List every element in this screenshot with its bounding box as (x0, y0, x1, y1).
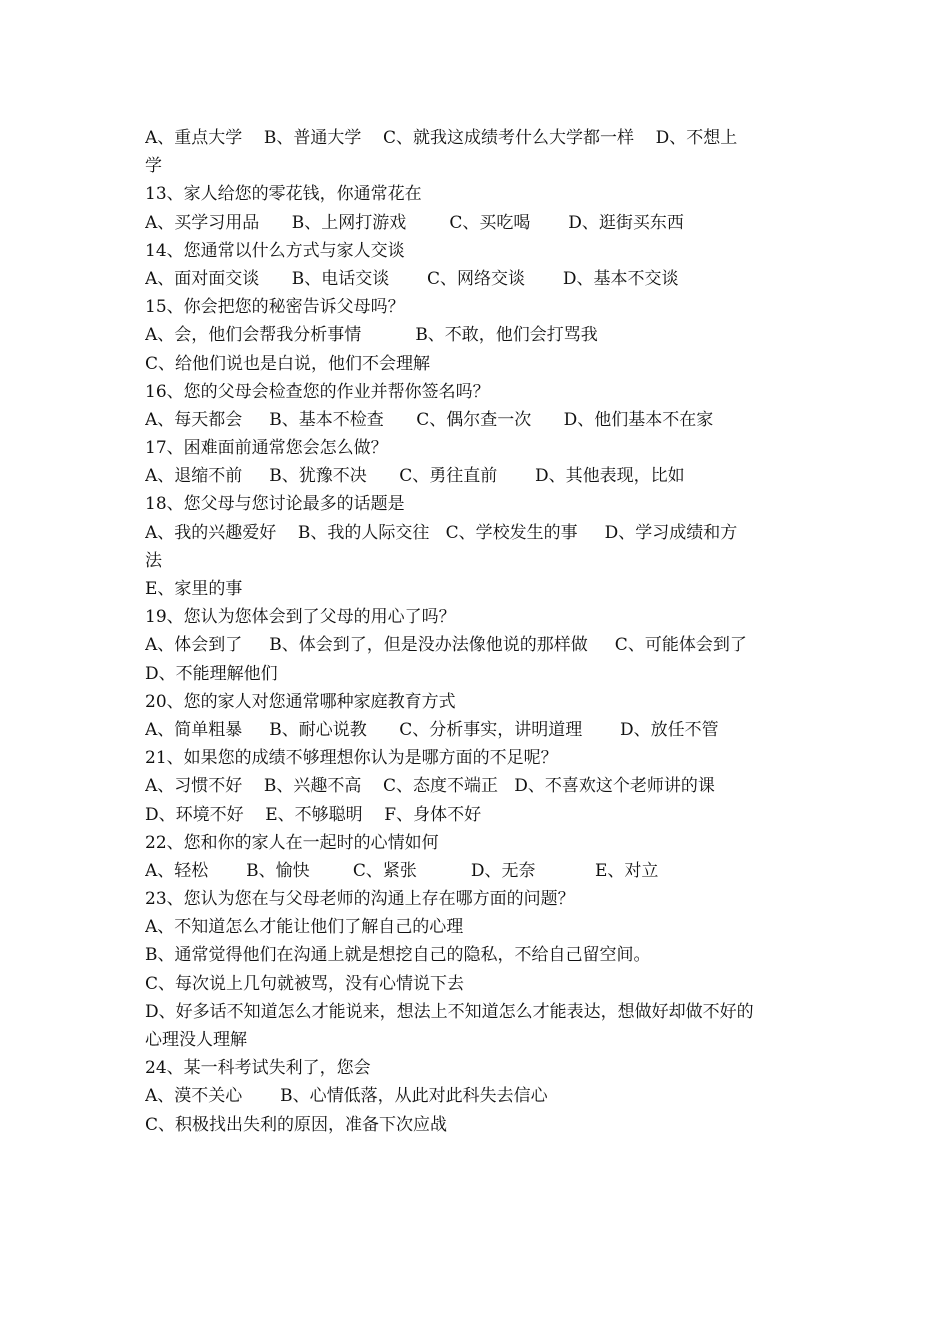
options-23: B、通常觉得他们在沟通上就是想挖自己的隐私，不给自己留空间。 (145, 945, 651, 966)
options-23: D、好多话不知道怎么才能说来，想法上不知道怎么才能表达，想做好却做不好的 (145, 1001, 754, 1022)
options-18: E、家里的事 (145, 579, 243, 599)
question-17: 17、困难面前通常您会怎么做？ (145, 438, 388, 459)
options-23: 心理没人理解 (145, 1030, 247, 1050)
question-22: 22、您和你的家人在一起时的心情如何 (145, 832, 439, 853)
options-21: D、环境不好 E、不够聪明 F、身体不好 (145, 804, 482, 825)
options-17: A、退缩不前 B、犹豫不决 C、勇往直前 D、其他表现，比如 (145, 466, 685, 487)
options-18: A、我的兴趣爱好 B、我的人际交往 C、学校发生的事 D、学习成绩和方 (145, 522, 738, 543)
question-14: 14、您通常以什么方式与家人交谈 (145, 240, 405, 261)
options-21: A、习惯不好 B、兴趣不高 C、态度不端正 D、不喜欢这个老师讲的课 (145, 776, 715, 797)
question-23: 23、您认为您在与父母老师的沟通上存在哪方面的问题？ (145, 889, 575, 910)
options-15: A、会，他们会帮我分析事情 B、不敢，他们会打骂我 (145, 325, 598, 346)
options-20: A、简单粗暴 B、耐心说教 C、分析事实，讲明道理 D、放任不管 (145, 719, 719, 740)
options-13: A、买学习用品 B、上网打游戏 C、买吃喝 D、逛街买东西 (145, 212, 684, 233)
options-15: C、给他们说也是白说，他们不会理解 (145, 353, 431, 374)
text-line: A、重点大学 B、普通大学 C、就我这成绩考什么大学都一样 D、不想上 (145, 128, 738, 148)
question-20: 20、您的家人对您通常哪种家庭教育方式 (145, 691, 456, 712)
question-19: 19、您认为您体会到了父母的用心了吗？ (145, 607, 456, 628)
options-14: A、面对面交谈 B、电话交谈 C、网络交谈 D、基本不交谈 (145, 268, 679, 289)
options-19: D、不能理解他们 (145, 663, 278, 684)
options-24: A、漠不关心 B、心情低落，从此对此科失去信心 (145, 1086, 548, 1107)
text-line: 学 (145, 156, 162, 177)
options-22: A、轻松 B、愉快 C、紧张 D、无奈 E、对立 (145, 860, 659, 881)
question-16: 16、您的父母会检查您的作业并帮你签名吗？ (145, 381, 490, 402)
options-19: A、体会到了 B、体会到了，但是没办法像他说的那样做 C、可能体会到了 (145, 635, 747, 656)
question-21: 21、如果您的成绩不够理想你认为是哪方面的不足呢？ (145, 748, 558, 769)
options-16: A、每天都会 B、基本不检查 C、偶尔查一次 D、他们基本不在家 (145, 409, 714, 430)
options-18: 法 (145, 550, 162, 571)
question-13: 13、家人给您的零花钱，你通常花在 (145, 184, 422, 205)
options-23: C、每次说上几句就被骂，没有心情说下去 (145, 973, 465, 994)
questionnaire-body (145, 124, 810, 1139)
options-23: A、不知道怎么才能让他们了解自己的心理 (145, 917, 464, 938)
question-18: 18、您父母与您讨论最多的话题是 (145, 494, 405, 515)
question-15: 15、你会把您的秘密告诉父母吗？ (145, 297, 405, 318)
question-24: 24、某一科考试失利了，您会 (145, 1058, 371, 1079)
options-24: C、积极找出失利的原因，准备下次应战 (145, 1114, 448, 1135)
